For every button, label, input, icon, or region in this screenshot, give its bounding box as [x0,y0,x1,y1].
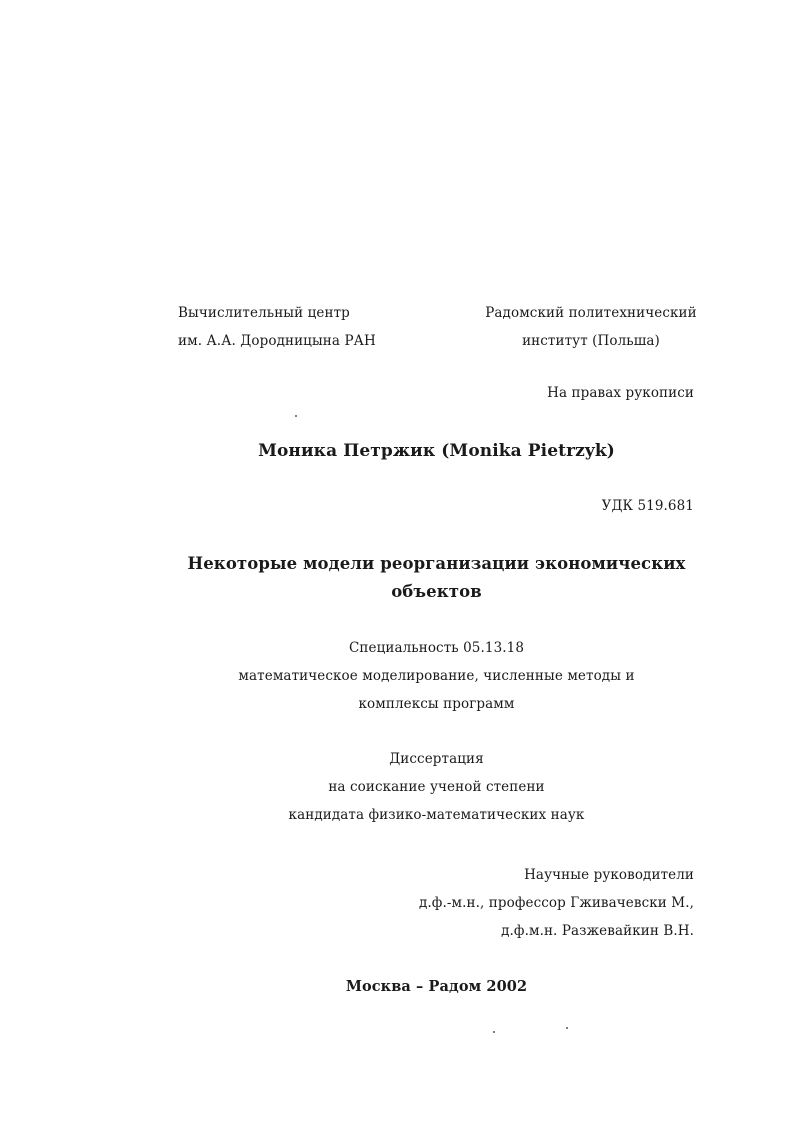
right-institution-line2: институт (Польша) [522,333,660,349]
specialty-code: Специальность 05.13.18 [348,640,525,656]
manuscript-note: На правах рукописи [547,385,694,401]
specialty-description-line1: математическое моделирование, численные методы и [238,668,635,684]
degree-line1: на соискание ученой степени [328,779,545,795]
dissertation-title-line2: объектов [391,582,482,601]
specialty-description-line2: комплексы программ [358,696,515,712]
left-institution-line2: им. А.А. Дородницына РАН [178,333,376,349]
degree-line2: кандидата физико-математических наук [288,807,585,823]
scan-speck [566,1027,568,1029]
author-name: Моника Петржик (Monika Pietrzyk) [258,441,615,461]
scan-speck [493,1031,495,1033]
place-year: Москва – Радом 2002 [345,978,528,995]
left-institution-line1: Вычислительный центр [178,305,350,321]
supervisor-1: д.ф.-м.н., профессор Гживачевски М., [418,895,694,911]
dissertation-title-line1: Некоторые модели реорганизации экономических [187,554,686,573]
udc-code: УДК 519.681 [601,498,694,514]
scan-speck [295,415,297,417]
supervisors-heading: Научные руководители [524,867,694,883]
dissertation-label: Диссертация [389,751,484,767]
right-institution-line1: Радомский политехнический [485,305,697,321]
supervisor-2: д.ф.м.н. Разжевайкин В.Н. [501,923,694,939]
